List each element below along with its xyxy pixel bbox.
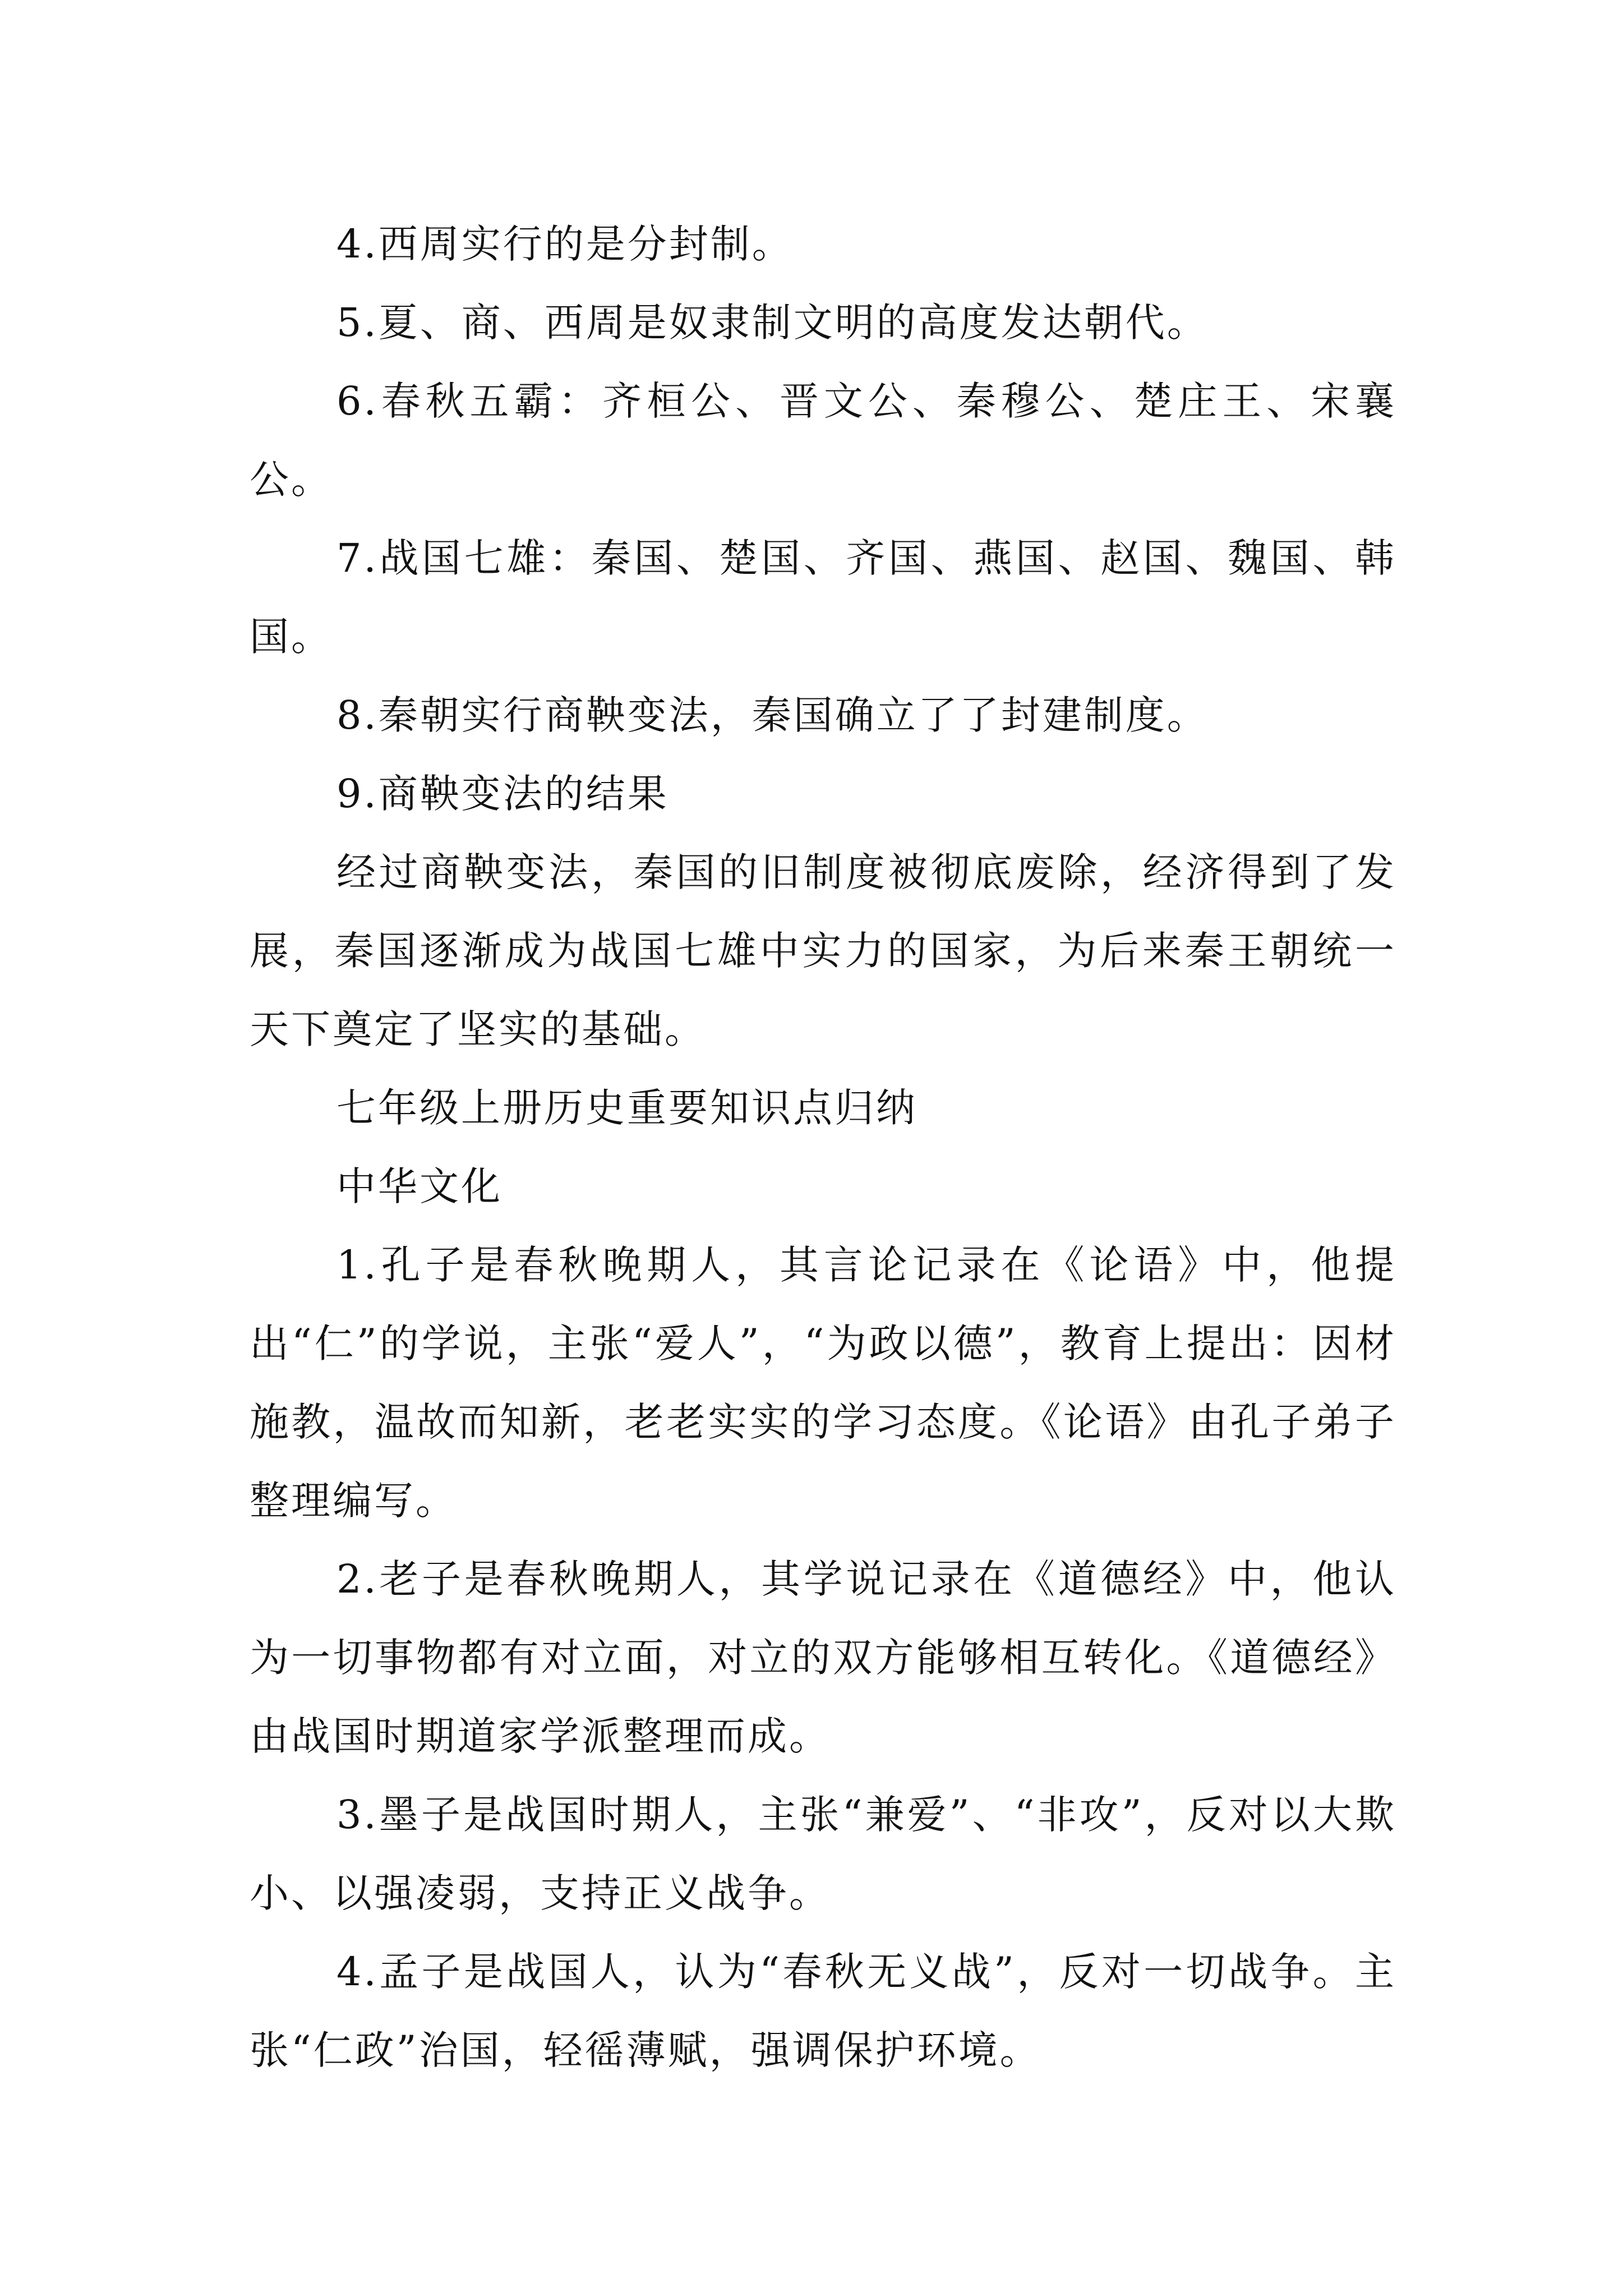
- paragraph: 5.夏、商、西周是奴隶制文明的高度发达朝代。: [336, 300, 1209, 346]
- paragraph: 4.西周实行的是分封制。: [336, 221, 794, 267]
- paragraph: 4.孟子是战国人，认为“春秋无义战”，反对一切战争。主张“仁政”治国，轻徭薄赋，强调保护环境。: [250, 1949, 1396, 2073]
- paragraph: 8.秦朝实行商鞅变法，秦国确立了了封建制度。: [336, 692, 1209, 738]
- paragraph: 经过商鞅变法，秦国的旧制度被彻底废除，经济得到了发展，秦国逐渐成为战国七雄中实力的国家，为后来秦王朝统一天下奠定了坚实的基础。: [250, 849, 1396, 1052]
- paragraph: 6.春秋五霸：齐桓公、晋文公、秦穆公、楚庄王、宋襄公。: [250, 378, 1396, 503]
- document-body: [250, 205, 1396, 2090]
- paragraph: 7.战国七雄：秦国、楚国、齐国、燕国、赵国、魏国、韩国。: [250, 535, 1396, 660]
- paragraph: 2.老子是春秋晚期人，其学说记录在《道德经》中，他认为一切事物都有对立面，对立的双方能够相互转化。《道德经》由战国时期道家学派整理而成。: [250, 1556, 1396, 1759]
- section-heading: 七年级上册历史重要知识点归纳: [336, 1085, 917, 1131]
- paragraph: 1.孔子是春秋晚期人，其言论记录在《论语》中，他提出“仁”的学说，主张“爱人”，“为政以德”，教育上提出：因材施教，温故而知新，老老实实的学习态度。《论语》由孔子弟子整理编写。: [250, 1242, 1396, 1524]
- paragraph: 3.墨子是战国时期人，主张“兼爱”、“非攻”，反对以大欺小、以强凌弱，支持正义战争。: [250, 1792, 1396, 1916]
- paragraph: 9.商鞅变法的结果: [336, 771, 669, 817]
- section-subheading: 中华文化: [336, 1163, 502, 1209]
